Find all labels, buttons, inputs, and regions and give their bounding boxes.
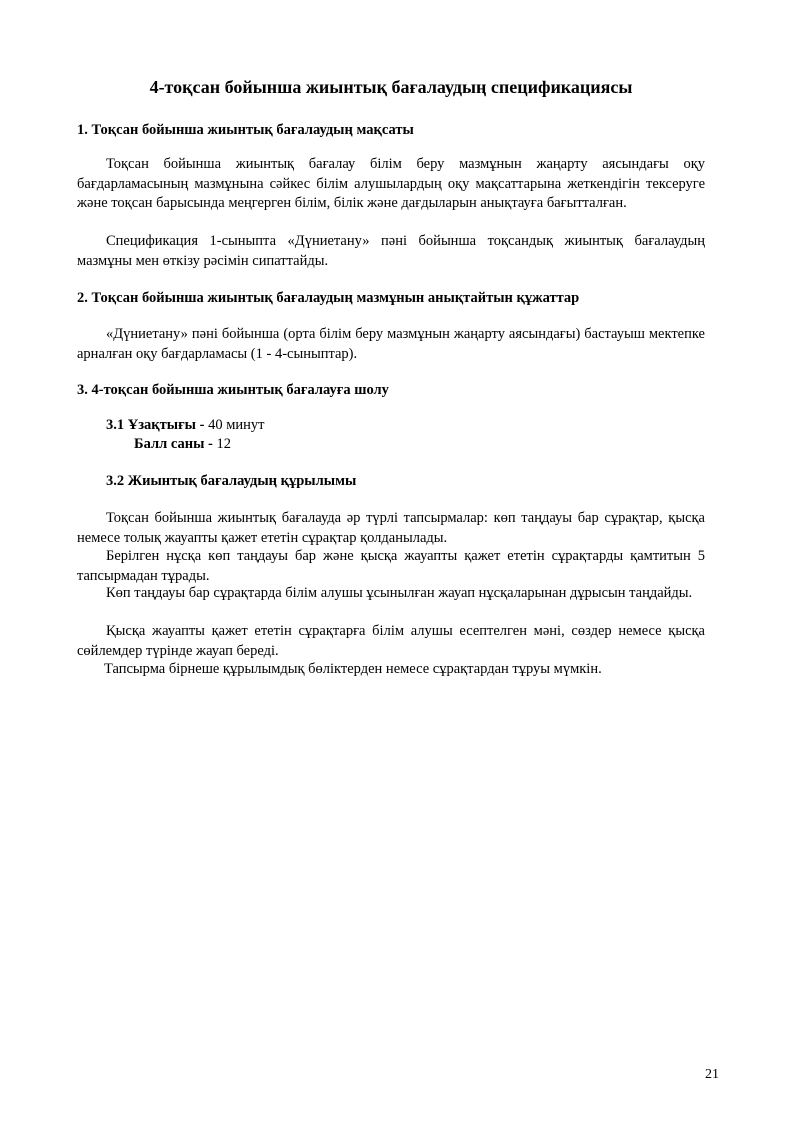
section-3-paragraph-5: Тапсырма бірнеше құрылымдық бөліктерден немесе сұрақтардан тұруы мүмкін. (104, 661, 602, 677)
score-label: Балл саны - (134, 436, 213, 452)
structure-heading: 3.2 Жиынтық бағалаудың құрылымы (106, 473, 357, 489)
score-line (134, 435, 231, 454)
section-3-paragraph-2: Берілген нұсқа көп таңдауы бар және қысқа жауапты қажет ететін сұрақтарды қамтитын 5 тапсырмадан тұрады. (77, 548, 705, 584)
section-1-heading: 1. Тоқсан бойынша жиынтық бағалаудың мақсаты (77, 122, 414, 138)
section-1-paragraph-2: Спецификация 1-сыныпта «Дүниетану» пәні бойынша тоқсандық жиынтық бағалаудың мазмұны мен өткізу рәсімін сипаттайды. (77, 233, 705, 269)
duration-value: 40 минут (208, 417, 265, 433)
section-3-paragraph-4: Қысқа жауапты қажет ететін сұрақтарға білім алушы есептелген мәні, сөздер немесе қысқа сөйлемдер түрінде жауап береді. (77, 623, 705, 659)
document-title: 4-тоқсан бойынша жиынтық бағалаудың спецификациясы (149, 77, 633, 97)
section-2-heading: 2. Тоқсан бойынша жиынтық бағалаудың мазмұнын анықтайтын құжаттар (77, 290, 580, 306)
section-1-paragraph-1: Тоқсан бойынша жиынтық бағалау білім беру мазмұнын жаңарту аясындағы оқу бағдарламасының мазмұнына сәйкес білім алушылардың оқу мақсаттарына жеткендігін тексеруге және тоқсан барысында меңгерген білім, білік және дағдыларын анықтауға бағытталған. (77, 156, 705, 211)
section-3-paragraph-1: Тоқсан бойынша жиынтық бағалауда әр түрлі тапсырмалар: көп таңдауы бар сұрақтар, қысқа немесе толық жауапты қажет ететін сұрақтар қолданылады. (77, 510, 705, 546)
page-number: 21 (705, 1067, 719, 1082)
score-value: 12 (216, 436, 231, 452)
duration-label: 3.1 Ұзақтығы - (106, 417, 205, 433)
duration-line (106, 416, 265, 435)
section-3-heading: 3. 4-тоқсан бойынша жиынтық бағалауға шолу (77, 382, 389, 398)
section-3-paragraph-3: Көп таңдауы бар сұрақтарда білім алушы ұсынылған жауап нұсқаларынан дұрысын таңдайды. (106, 585, 693, 601)
section-2-paragraph-1: «Дүниетану» пәні бойынша (орта білім беру мазмұнын жаңарту аясындағы) бастауыш мектепке арналған оқу бағдарламасы (1 - 4-сыныптар). (77, 326, 705, 362)
